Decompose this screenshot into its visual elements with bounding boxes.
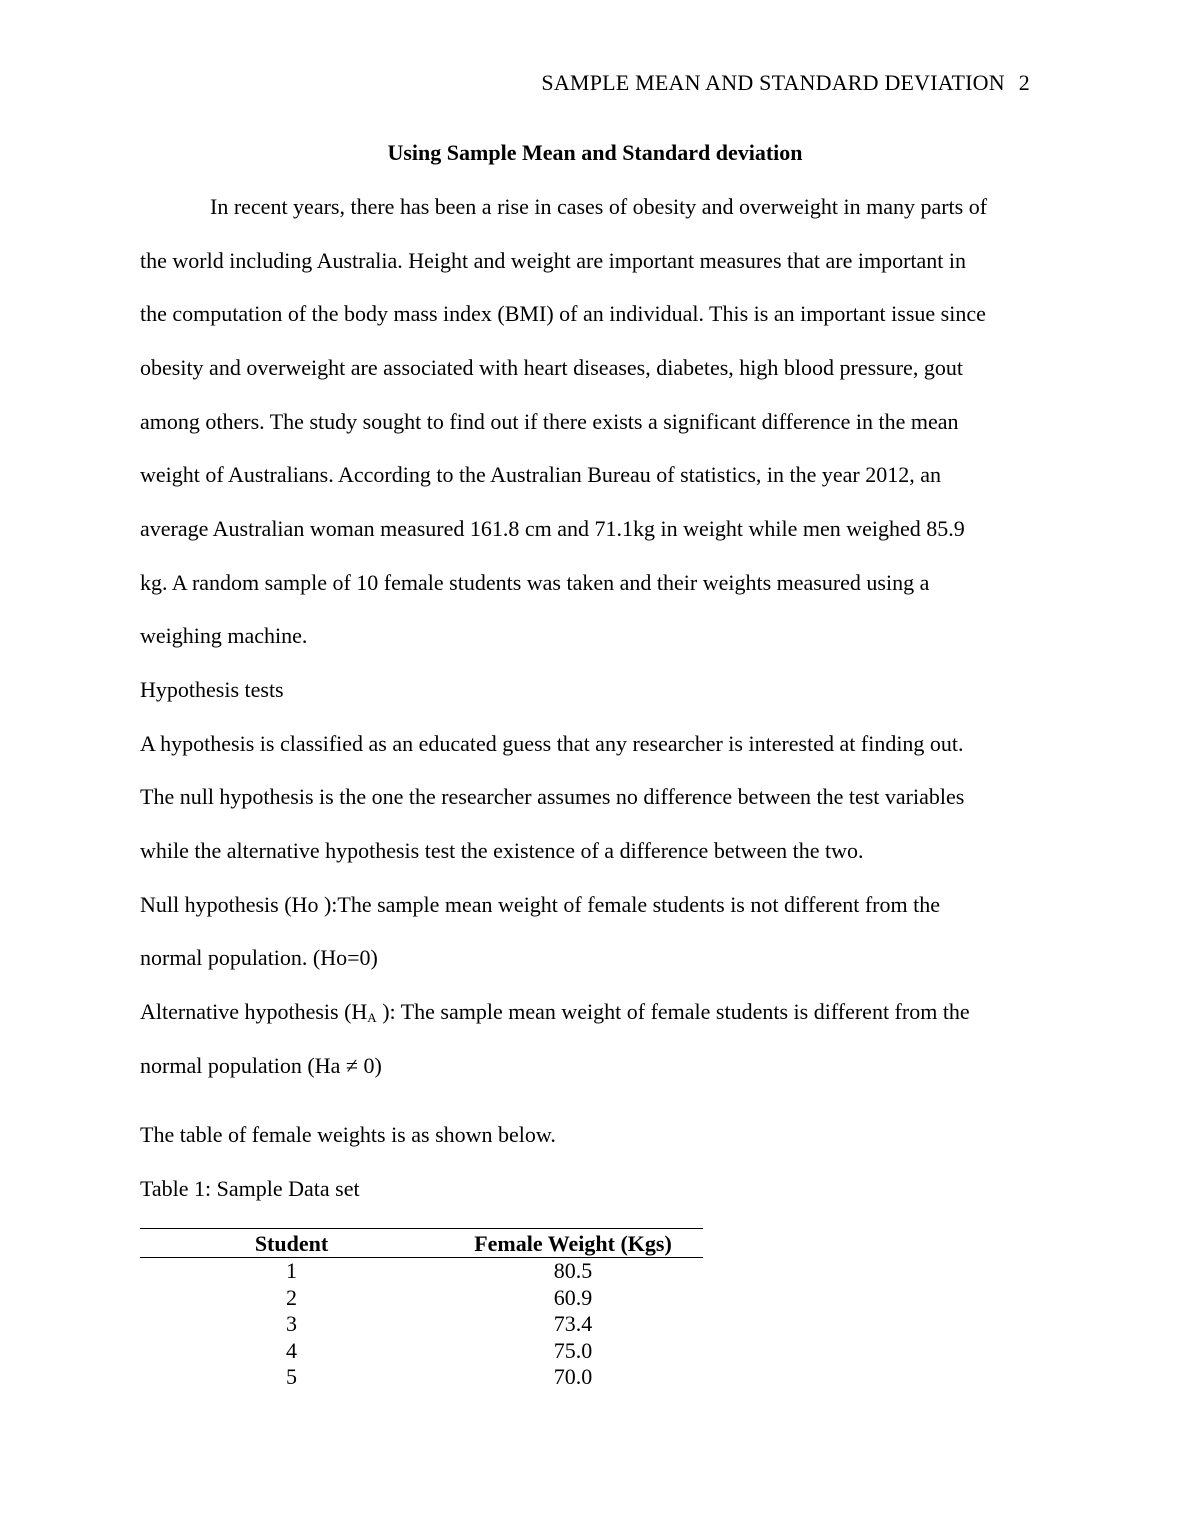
hypothesis-line: while the alternative hypothesis test the existence of a difference between the two. xyxy=(140,838,864,863)
running-head xyxy=(541,70,1030,96)
column-header-student: Student xyxy=(140,1229,443,1258)
alt-hypothesis-subscript: A xyxy=(367,1010,377,1025)
student-cell: 1 xyxy=(286,1258,297,1283)
intro-line: weighing machine. xyxy=(140,623,308,648)
alt-hypothesis-suffix: ): The sample mean weight of female students is different from the xyxy=(376,999,970,1024)
student-cell: 5 xyxy=(286,1364,297,1390)
weight-cell: 70.0 xyxy=(553,1364,593,1390)
table-intro: The table of female weights is as shown below. xyxy=(140,1122,556,1147)
intro-line: In recent years, there has been a rise in cases of obesity and overweight in many parts of xyxy=(210,194,988,219)
table-row xyxy=(140,1364,703,1391)
intro-line: the world including Australia. Height and weight are important measures that are important in xyxy=(140,248,966,273)
weight-cell: 60.9 xyxy=(553,1284,593,1310)
table-caption: Table 1: Sample Data set xyxy=(140,1176,360,1201)
alt-hypothesis-line xyxy=(140,999,970,1026)
page-number: 2 xyxy=(1018,70,1030,95)
hypothesis-line: The null hypothesis is the one the researcher assumes no difference between the test variables xyxy=(140,784,965,809)
alt-hypothesis-prefix: Alternative hypothesis (H xyxy=(140,999,368,1024)
weight-cell: 75.0 xyxy=(553,1337,593,1363)
table-header-row xyxy=(140,1229,703,1258)
intro-line: kg. A random sample of 10 female students was taken and their weights measured using a xyxy=(140,570,930,595)
running-head-text: SAMPLE MEAN AND STANDARD DEVIATION xyxy=(541,70,1005,95)
intro-line: weight of Australians. According to the Australian Bureau of statistics, in the year 2012, an xyxy=(140,462,941,487)
intro-line: obesity and overweight are associated with heart diseases, diabetes, high blood pressure, gout xyxy=(140,355,963,380)
student-cell: 2 xyxy=(286,1284,297,1310)
intro-line: among others. The study sought to find out if there exists a significant difference in the mean xyxy=(140,409,959,434)
null-hypothesis-line: Null hypothesis (Ho ):The sample mean weight of female students is not different from the xyxy=(140,892,940,917)
hypothesis-heading: Hypothesis tests xyxy=(140,677,284,702)
sample-data-table xyxy=(140,1228,703,1391)
column-header-weight: Female Weight (Kgs) xyxy=(443,1229,703,1258)
table-row xyxy=(140,1258,703,1285)
table-row xyxy=(140,1338,703,1365)
intro-line: the computation of the body mass index (BMI) of an individual. This is an important issue since xyxy=(140,301,986,326)
alt-hypothesis-line: normal population (Ha ≠ 0) xyxy=(140,1053,382,1078)
student-cell: 3 xyxy=(286,1311,297,1337)
document-title: Using Sample Mean and Standard deviation xyxy=(387,140,803,165)
table-row xyxy=(140,1285,703,1312)
weight-cell: 80.5 xyxy=(553,1258,593,1283)
weight-cell: 73.4 xyxy=(553,1311,593,1337)
student-cell: 4 xyxy=(286,1337,297,1363)
hypothesis-line: A hypothesis is classified as an educated guess that any researcher is interested at finding out. xyxy=(140,731,964,756)
intro-line: average Australian woman measured 161.8 cm and 71.1kg in weight while men weighed 85.9 xyxy=(140,516,965,541)
null-hypothesis-line: normal population. (Ho=0) xyxy=(140,945,378,970)
table-row xyxy=(140,1311,703,1338)
